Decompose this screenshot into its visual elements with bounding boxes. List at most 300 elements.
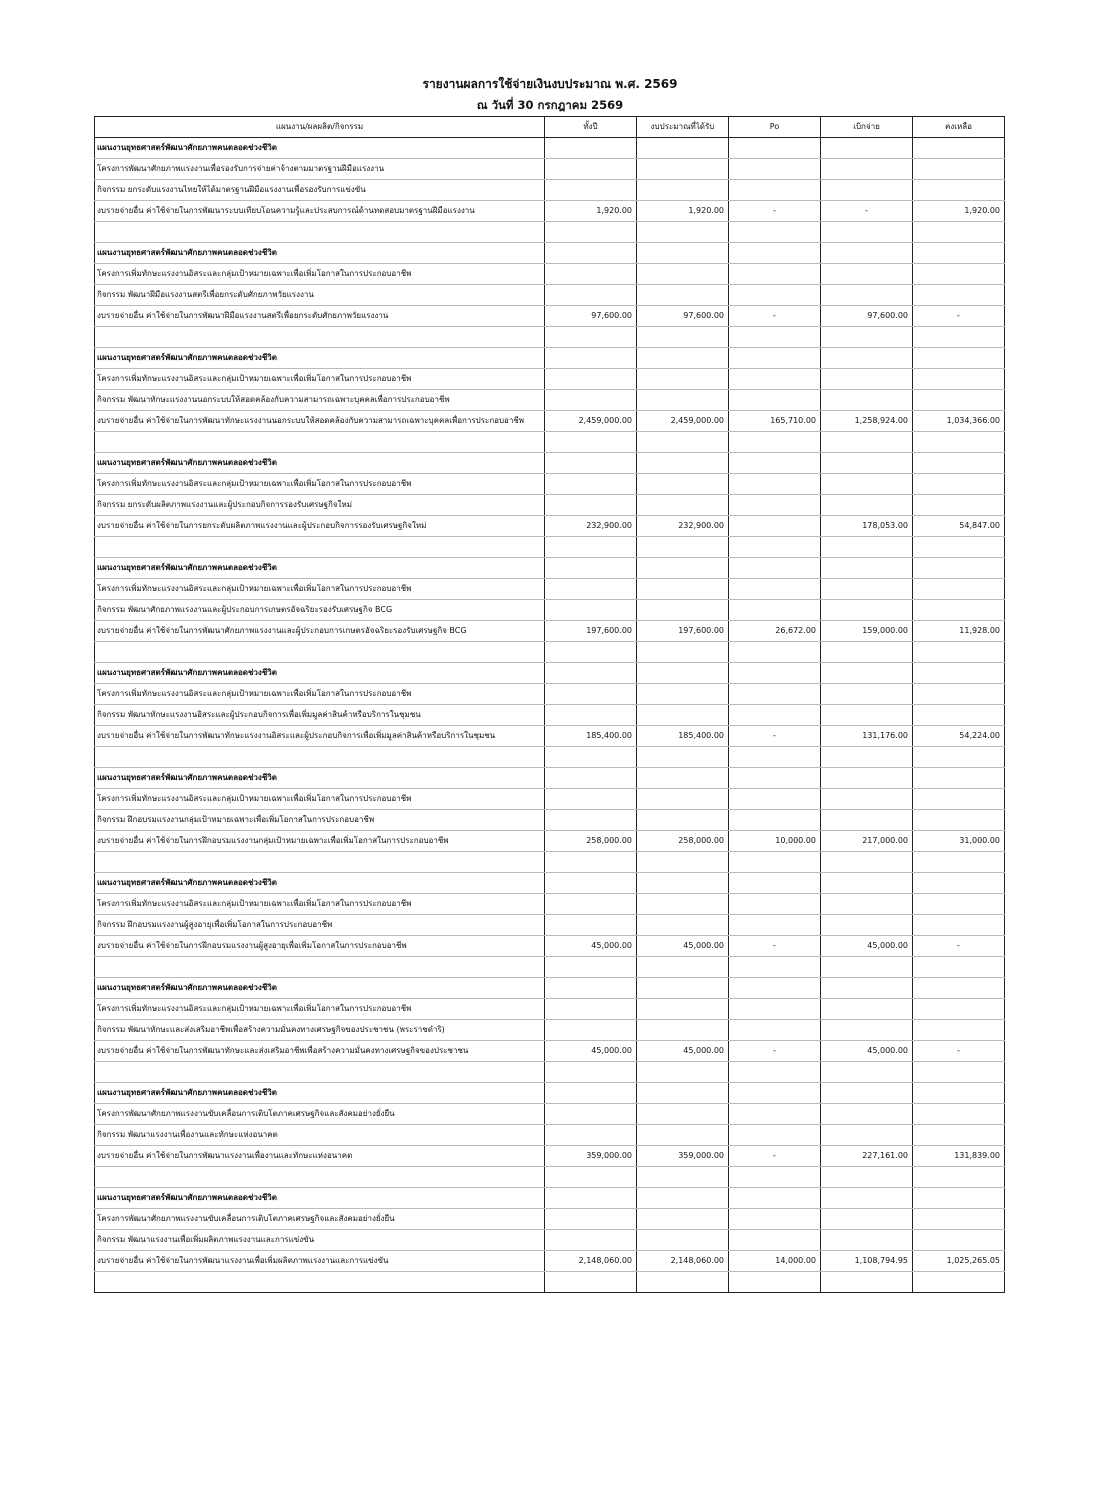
empty-cell (637, 1167, 729, 1188)
project-row (95, 474, 1005, 495)
total-cell: 359,000.00 (545, 1146, 637, 1167)
empty-cell (821, 432, 913, 453)
header-remaining: คงเหลือ (913, 117, 1005, 138)
empty-cell (913, 537, 1005, 558)
empty-cell (913, 999, 1005, 1020)
activity-row (95, 1230, 1005, 1251)
empty-cell (729, 1188, 821, 1209)
empty-cell (821, 957, 913, 978)
project-label: โครงการเพิ่มทักษะแรงงานอิสระและกลุ่มเป้าหมายเฉพาะเพื่อเพิ่มโอกาสในการประกอบอาชีพ (95, 894, 545, 915)
empty-cell (913, 495, 1005, 516)
empty-cell (637, 684, 729, 705)
header-po: Po (729, 117, 821, 138)
empty-cell (821, 705, 913, 726)
empty-cell (913, 1230, 1005, 1251)
empty-cell (545, 180, 637, 201)
expense-row (95, 516, 1005, 537)
header-desc: แผนงาน/ผลผลิต/กิจกรรม (95, 117, 545, 138)
empty-cell (637, 852, 729, 873)
empty-cell (545, 705, 637, 726)
empty-cell (821, 915, 913, 936)
empty-cell (545, 243, 637, 264)
empty-cell (95, 537, 545, 558)
project-row (95, 894, 1005, 915)
empty-cell (545, 915, 637, 936)
empty-cell (637, 915, 729, 936)
plan-label: แผนงานยุทธศาสตร์พัฒนาศักยภาพคนตลอดช่วงชีวิต (95, 978, 545, 999)
empty-cell (821, 768, 913, 789)
empty-cell (821, 390, 913, 411)
empty-cell (637, 474, 729, 495)
expense-label: งบรายจ่ายอื่น ค่าใช้จ่ายในการยกระดับผลิตภาพแรงงานและผู้ประกอบกิจการรองรับเศรษฐกิจใหม่ (95, 516, 545, 537)
empty-cell (913, 978, 1005, 999)
activity-row (95, 285, 1005, 306)
plan-label: แผนงานยุทธศาสตร์พัฒนาศักยภาพคนตลอดช่วงชีวิต (95, 453, 545, 474)
empty-cell (821, 999, 913, 1020)
empty-cell (545, 1062, 637, 1083)
project-label: โครงการพัฒนาศักยภาพแรงงานขับเคลื่อนการเติบโตภาคเศรษฐกิจและสังคมอย่างยั่งยืน (95, 1104, 545, 1125)
empty-cell (913, 138, 1005, 159)
activity-label: กิจกรรม ยกระดับผลิตภาพแรงงานและผู้ประกอบกิจการรองรับเศรษฐกิจใหม่ (95, 495, 545, 516)
empty-cell (913, 243, 1005, 264)
remaining-cell: - (913, 936, 1005, 957)
disbursed-cell: 1,258,924.00 (821, 411, 913, 432)
activity-label: กิจกรรม พัฒนาศักยภาพแรงงานและผู้ประกอบการเกษตรอัจฉริยะรองรับเศรษฐกิจ BCG (95, 600, 545, 621)
empty-cell (95, 1062, 545, 1083)
empty-cell (637, 1209, 729, 1230)
empty-cell (545, 159, 637, 180)
project-row (95, 789, 1005, 810)
empty-cell (637, 432, 729, 453)
empty-cell (913, 810, 1005, 831)
empty-cell (913, 600, 1005, 621)
empty-cell (729, 138, 821, 159)
empty-cell (729, 705, 821, 726)
empty-cell (729, 537, 821, 558)
remaining-cell: 54,847.00 (913, 516, 1005, 537)
header-disbursed: เบิกจ่าย (821, 117, 913, 138)
remaining-cell: 1,034,366.00 (913, 411, 1005, 432)
empty-cell (637, 747, 729, 768)
empty-cell (821, 642, 913, 663)
disbursed-cell: 217,000.00 (821, 831, 913, 852)
expense-label: งบรายจ่ายอื่น ค่าใช้จ่ายในการฝึกอบรมแรงงานกลุ่มเป้าหมายเฉพาะเพื่อเพิ่มโอกาสในการประกอบอาชีพ (95, 831, 545, 852)
empty-cell (913, 1188, 1005, 1209)
remaining-cell: 1,920.00 (913, 201, 1005, 222)
empty-cell (913, 873, 1005, 894)
activity-row (95, 810, 1005, 831)
page-title: รายงานผลการใช้จ่ายเงินงบประมาณ พ.ศ. 2569 (422, 77, 678, 91)
empty-cell (637, 1125, 729, 1146)
empty-cell (545, 642, 637, 663)
empty-cell (821, 1104, 913, 1125)
empty-cell (637, 390, 729, 411)
received-cell: 45,000.00 (637, 936, 729, 957)
project-row (95, 1209, 1005, 1230)
empty-cell (913, 432, 1005, 453)
project-label: โครงการเพิ่มทักษะแรงงานอิสระและกลุ่มเป้าหมายเฉพาะเพื่อเพิ่มโอกาสในการประกอบอาชีพ (95, 684, 545, 705)
spacer-row (95, 1062, 1005, 1083)
plan-row (95, 138, 1005, 159)
remaining-cell: 31,000.00 (913, 831, 1005, 852)
empty-cell (913, 915, 1005, 936)
empty-cell (545, 684, 637, 705)
expense-label: งบรายจ่ายอื่น ค่าใช้จ่ายในการพัฒนาฝีมือแรงงานสตรีเพื่อยกระดับศักยภาพวัยแรงงาน (95, 306, 545, 327)
empty-cell (913, 894, 1005, 915)
empty-cell (545, 264, 637, 285)
expense-label: งบรายจ่ายอื่น ค่าใช้จ่ายในการฝึกอบรมแรงงานผู้สูงอายุเพื่อเพิ่มโอกาสในการประกอบอาชีพ (95, 936, 545, 957)
empty-cell (545, 537, 637, 558)
empty-cell (913, 1083, 1005, 1104)
total-cell: 258,000.00 (545, 831, 637, 852)
remaining-cell: 1,025,265.05 (913, 1251, 1005, 1272)
plan-label: แผนงานยุทธศาสตร์พัฒนาศักยภาพคนตลอดช่วงชีวิต (95, 768, 545, 789)
remaining-cell: 54,224.00 (913, 726, 1005, 747)
empty-cell (821, 1062, 913, 1083)
expense-row (95, 1041, 1005, 1062)
received-cell: 197,600.00 (637, 621, 729, 642)
spacer-row (95, 537, 1005, 558)
expense-row (95, 1146, 1005, 1167)
project-row (95, 684, 1005, 705)
empty-cell (545, 558, 637, 579)
po-cell: - (729, 726, 821, 747)
received-cell: 97,600.00 (637, 306, 729, 327)
empty-cell (729, 579, 821, 600)
empty-cell (545, 810, 637, 831)
empty-cell (913, 264, 1005, 285)
empty-cell (821, 1209, 913, 1230)
activity-row (95, 705, 1005, 726)
empty-cell (821, 663, 913, 684)
po-cell: 14,000.00 (729, 1251, 821, 1272)
empty-cell (729, 852, 821, 873)
plan-row (95, 1188, 1005, 1209)
disbursed-cell: 45,000.00 (821, 1041, 913, 1062)
empty-cell (729, 1104, 821, 1125)
empty-cell (545, 1230, 637, 1251)
expense-label: งบรายจ่ายอื่น ค่าใช้จ่ายในการพัฒนาแรงงานเพื่อเพิ่มผลิตภาพแรงงานและการแข่งขัน (95, 1251, 545, 1272)
activity-label: กิจกรรม พัฒนาทักษะแรงงานนอกระบบให้สอดคล้องกับความสามารถเฉพาะบุคคลเพื่อการประกอบอาชีพ (95, 390, 545, 411)
empty-cell (729, 1167, 821, 1188)
spacer-row (95, 222, 1005, 243)
empty-cell (545, 453, 637, 474)
empty-cell (821, 789, 913, 810)
expense-row (95, 411, 1005, 432)
empty-cell (821, 1020, 913, 1041)
empty-cell (729, 747, 821, 768)
empty-cell (729, 180, 821, 201)
project-row (95, 579, 1005, 600)
disbursed-cell: 159,000.00 (821, 621, 913, 642)
empty-cell (729, 453, 821, 474)
empty-cell (821, 978, 913, 999)
plan-label: แผนงานยุทธศาสตร์พัฒนาศักยภาพคนตลอดช่วงชีวิต (95, 663, 545, 684)
po-cell: - (729, 936, 821, 957)
empty-cell (637, 1020, 729, 1041)
received-cell: 232,900.00 (637, 516, 729, 537)
received-cell: 258,000.00 (637, 831, 729, 852)
empty-cell (637, 978, 729, 999)
po-cell: - (729, 306, 821, 327)
empty-cell (729, 222, 821, 243)
empty-cell (637, 1272, 729, 1293)
empty-cell (821, 222, 913, 243)
empty-cell (545, 1209, 637, 1230)
activity-row (95, 1020, 1005, 1041)
empty-cell (637, 1230, 729, 1251)
empty-cell (913, 390, 1005, 411)
empty-cell (729, 789, 821, 810)
plan-row (95, 1083, 1005, 1104)
empty-cell (913, 663, 1005, 684)
activity-label: กิจกรรม ยกระดับแรงงานไทยให้ได้มาตรฐานฝีมือแรงงานเพื่อรองรับการแข่งขัน (95, 180, 545, 201)
project-row (95, 999, 1005, 1020)
received-cell: 185,400.00 (637, 726, 729, 747)
empty-cell (913, 852, 1005, 873)
empty-cell (913, 684, 1005, 705)
empty-cell (729, 348, 821, 369)
empty-cell (545, 978, 637, 999)
plan-label: แผนงานยุทธศาสตร์พัฒนาศักยภาพคนตลอดช่วงชีวิต (95, 558, 545, 579)
expense-row (95, 726, 1005, 747)
spacer-row (95, 852, 1005, 873)
empty-cell (913, 474, 1005, 495)
empty-cell (821, 474, 913, 495)
plan-row (95, 453, 1005, 474)
activity-row (95, 600, 1005, 621)
empty-cell (545, 495, 637, 516)
remaining-cell: 131,839.00 (913, 1146, 1005, 1167)
expense-row (95, 621, 1005, 642)
po-cell: - (729, 1041, 821, 1062)
empty-cell (729, 810, 821, 831)
empty-cell (545, 768, 637, 789)
empty-cell (729, 768, 821, 789)
empty-cell (637, 957, 729, 978)
empty-cell (95, 957, 545, 978)
empty-cell (545, 957, 637, 978)
empty-cell (545, 348, 637, 369)
empty-cell (637, 600, 729, 621)
empty-cell (729, 600, 821, 621)
plan-row (95, 348, 1005, 369)
empty-cell (913, 1209, 1005, 1230)
empty-cell (95, 432, 545, 453)
empty-cell (729, 327, 821, 348)
empty-cell (913, 957, 1005, 978)
empty-cell (545, 1272, 637, 1293)
plan-row (95, 558, 1005, 579)
disbursed-cell: 45,000.00 (821, 936, 913, 957)
total-cell: 2,148,060.00 (545, 1251, 637, 1272)
empty-cell (729, 1083, 821, 1104)
activity-label: กิจกรรม พัฒนาแรงงานเพื่องานและทักษะแห่งอนาคต (95, 1125, 545, 1146)
activity-label: กิจกรรม พัฒนาทักษะแรงงานอิสระและผู้ประกอบกิจการเพื่อเพิ่มมูลค่าสินค้าหรือบริการในชุมชน (95, 705, 545, 726)
empty-cell (821, 348, 913, 369)
activity-row (95, 390, 1005, 411)
activity-row (95, 915, 1005, 936)
total-cell: 2,459,000.00 (545, 411, 637, 432)
empty-cell (913, 369, 1005, 390)
empty-cell (913, 747, 1005, 768)
empty-cell (729, 957, 821, 978)
table-body (95, 138, 1005, 1293)
project-label: โครงการเพิ่มทักษะแรงงานอิสระและกลุ่มเป้าหมายเฉพาะเพื่อเพิ่มโอกาสในการประกอบอาชีพ (95, 369, 545, 390)
empty-cell (913, 579, 1005, 600)
empty-cell (637, 327, 729, 348)
empty-cell (637, 285, 729, 306)
plan-label: แผนงานยุทธศาสตร์พัฒนาศักยภาพคนตลอดช่วงชีวิต (95, 348, 545, 369)
empty-cell (821, 264, 913, 285)
plan-row (95, 768, 1005, 789)
total-cell: 185,400.00 (545, 726, 637, 747)
project-label: โครงการเพิ่มทักษะแรงงานอิสระและกลุ่มเป้าหมายเฉพาะเพื่อเพิ่มโอกาสในการประกอบอาชีพ (95, 789, 545, 810)
empty-cell (637, 1188, 729, 1209)
plan-label: แผนงานยุทธศาสตร์พัฒนาศักยภาพคนตลอดช่วงชีวิต (95, 243, 545, 264)
project-row (95, 159, 1005, 180)
po-cell: 165,710.00 (729, 411, 821, 432)
empty-cell (95, 1272, 545, 1293)
empty-cell (637, 663, 729, 684)
remaining-cell: 11,928.00 (913, 621, 1005, 642)
empty-cell (821, 159, 913, 180)
empty-cell (729, 159, 821, 180)
empty-cell (545, 663, 637, 684)
total-cell: 45,000.00 (545, 936, 637, 957)
received-cell: 359,000.00 (637, 1146, 729, 1167)
empty-cell (821, 1167, 913, 1188)
received-cell: 45,000.00 (637, 1041, 729, 1062)
activity-row (95, 495, 1005, 516)
empty-cell (95, 747, 545, 768)
empty-cell (821, 747, 913, 768)
expense-row (95, 306, 1005, 327)
empty-cell (545, 1167, 637, 1188)
empty-cell (729, 1209, 821, 1230)
total-cell: 232,900.00 (545, 516, 637, 537)
spacer-row (95, 1167, 1005, 1188)
expense-label: งบรายจ่ายอื่น ค่าใช้จ่ายในการพัฒนาระบบเทียบโอนความรู้และประสบการณ์ด้านทดสอบมาตรฐานฝีมือแรงงาน (95, 201, 545, 222)
project-row (95, 264, 1005, 285)
empty-cell (637, 159, 729, 180)
empty-cell (821, 558, 913, 579)
empty-cell (913, 1104, 1005, 1125)
plan-label: แผนงานยุทธศาสตร์พัฒนาศักยภาพคนตลอดช่วงชีวิต (95, 1188, 545, 1209)
empty-cell (821, 453, 913, 474)
project-label: โครงการเพิ่มทักษะแรงงานอิสระและกลุ่มเป้าหมายเฉพาะเพื่อเพิ่มโอกาสในการประกอบอาชีพ (95, 474, 545, 495)
empty-cell (545, 873, 637, 894)
empty-cell (913, 1272, 1005, 1293)
empty-cell (545, 579, 637, 600)
expense-row (95, 936, 1005, 957)
spacer-row (95, 1272, 1005, 1293)
disbursed-cell: 178,053.00 (821, 516, 913, 537)
spacer-row (95, 327, 1005, 348)
expense-label: งบรายจ่ายอื่น ค่าใช้จ่ายในการพัฒนาทักษะแรงงานอิสระและผู้ประกอบกิจการเพื่อเพิ่มมูลค่าสินค้าหรือบริการในชุมชน (95, 726, 545, 747)
empty-cell (729, 432, 821, 453)
empty-cell (729, 915, 821, 936)
total-cell: 197,600.00 (545, 621, 637, 642)
spacer-row (95, 432, 1005, 453)
empty-cell (729, 663, 821, 684)
empty-cell (821, 243, 913, 264)
empty-cell (729, 1272, 821, 1293)
empty-cell (729, 999, 821, 1020)
empty-cell (913, 453, 1005, 474)
empty-cell (821, 873, 913, 894)
empty-cell (95, 642, 545, 663)
budget-report-table (94, 116, 1005, 1293)
po-cell (729, 516, 821, 537)
activity-label: กิจกรรม ฝึกอบรมแรงงานผู้สูงอายุเพื่อเพิ่มโอกาสในการประกอบอาชีพ (95, 915, 545, 936)
empty-cell (637, 999, 729, 1020)
empty-cell (821, 1125, 913, 1146)
plan-label: แผนงานยุทธศาสตร์พัฒนาศักยภาพคนตลอดช่วงชีวิต (95, 138, 545, 159)
empty-cell (913, 789, 1005, 810)
empty-cell (545, 1104, 637, 1125)
empty-cell (821, 1230, 913, 1251)
empty-cell (637, 789, 729, 810)
empty-cell (637, 579, 729, 600)
empty-cell (821, 327, 913, 348)
empty-cell (637, 453, 729, 474)
empty-cell (545, 222, 637, 243)
empty-cell (545, 1020, 637, 1041)
empty-cell (913, 768, 1005, 789)
page-subtitle: ณ วันที่ 30 กรกฎาคม 2569 (476, 98, 624, 112)
empty-cell (729, 894, 821, 915)
empty-cell (637, 1104, 729, 1125)
empty-cell (637, 495, 729, 516)
activity-label: กิจกรรม พัฒนาฝีมือแรงงานสตรีเพื่อยกระดับศักยภาพวัยแรงงาน (95, 285, 545, 306)
empty-cell (913, 222, 1005, 243)
po-cell: 26,672.00 (729, 621, 821, 642)
empty-cell (913, 558, 1005, 579)
empty-cell (545, 1083, 637, 1104)
received-cell: 1,920.00 (637, 201, 729, 222)
empty-cell (637, 642, 729, 663)
empty-cell (545, 327, 637, 348)
empty-cell (821, 1188, 913, 1209)
empty-cell (637, 894, 729, 915)
empty-cell (637, 243, 729, 264)
plan-label: แผนงานยุทธศาสตร์พัฒนาศักยภาพคนตลอดช่วงชีวิต (95, 873, 545, 894)
empty-cell (637, 1083, 729, 1104)
project-row (95, 369, 1005, 390)
empty-cell (637, 810, 729, 831)
empty-cell (913, 1020, 1005, 1041)
empty-cell (729, 978, 821, 999)
empty-cell (913, 180, 1005, 201)
activity-row (95, 1125, 1005, 1146)
empty-cell (729, 1230, 821, 1251)
empty-cell (729, 1125, 821, 1146)
empty-cell (913, 285, 1005, 306)
plan-row (95, 243, 1005, 264)
empty-cell (821, 537, 913, 558)
empty-cell (545, 999, 637, 1020)
disbursed-cell: 1,108,794.95 (821, 1251, 913, 1272)
empty-cell (913, 1167, 1005, 1188)
empty-cell (821, 894, 913, 915)
empty-cell (637, 348, 729, 369)
empty-cell (729, 390, 821, 411)
empty-cell (821, 285, 913, 306)
expense-row (95, 1251, 1005, 1272)
plan-row (95, 873, 1005, 894)
empty-cell (637, 264, 729, 285)
